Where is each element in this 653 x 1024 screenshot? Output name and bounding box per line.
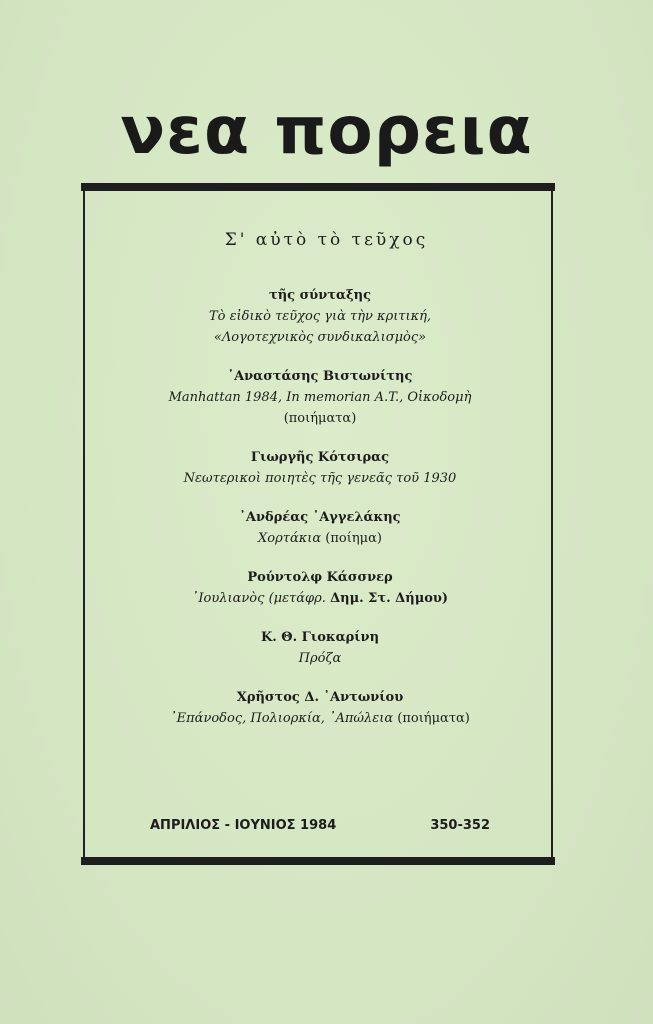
contents-heading: Σ' αὐτὸ τὸ τεῦχος [224, 230, 429, 250]
entry-author: Γιωργῆς Κότσιρας [250, 450, 390, 465]
magazine-title: νεα πορεια [120, 92, 533, 169]
contents-list [100, 286, 540, 748]
entry-work: Χορτάκια [258, 531, 322, 546]
entry-work: Manhattan 1984, In memorian A.T., Οἰκοδομὴ [168, 390, 472, 405]
contents-entry [100, 448, 540, 489]
contents-entry [100, 688, 540, 729]
entry-author: Χρῆστος Δ. ᾿Αντωνίου [236, 690, 404, 705]
issue-date: ΑΠΡΙΛΙΟΣ - ΙΟΥΝΙΟΣ 1984 [150, 818, 337, 833]
issue-number: 350-352 [430, 818, 490, 833]
entry-work: Τὸ εἰδικὸ τεῦχος γιὰ τὴν κριτική, [208, 309, 432, 324]
contents-entry [100, 286, 540, 348]
contents-entry [100, 367, 540, 429]
entry-work: «Λογοτεχνικὸς συνδικαλισμὸς» [213, 330, 427, 345]
entry-author: ᾿Αναστάσης Βιστωνίτης [227, 369, 413, 384]
entry-author: ᾿Ανδρέας ᾿Αγγελάκης [239, 510, 401, 525]
entry-note: (μετάφρ. [268, 591, 326, 606]
contents-entry [100, 568, 540, 609]
entry-translator: Δημ. Στ. Δήμου) [330, 591, 449, 606]
frame-bottom-rule [81, 857, 555, 865]
entry-author: τῆς σύνταξης [268, 288, 372, 303]
contents-entry [100, 508, 540, 549]
entry-work: ᾿Ιουλιανὸς [191, 591, 265, 606]
issue-footer [150, 818, 490, 833]
entry-note: (ποίημα) [325, 531, 382, 546]
entry-note: (ποιήματα) [283, 411, 357, 426]
entry-work: ᾿Επάνοδος, Πολιορκία, ᾿Απώλεια [170, 711, 394, 726]
entry-work: Νεωτερικοὶ ποιητὲς τῆς γενεᾶς τοῦ 1930 [183, 471, 457, 486]
frame-top-rule [81, 183, 555, 191]
entry-author: Κ. Θ. Γιοκαρίνη [260, 630, 380, 645]
entry-note: (ποιήματα) [397, 711, 470, 726]
contents-entry [100, 628, 540, 669]
entry-author: Ρούντολφ Κάσσνερ [247, 570, 393, 585]
entry-work: Πρόζα [298, 651, 342, 666]
